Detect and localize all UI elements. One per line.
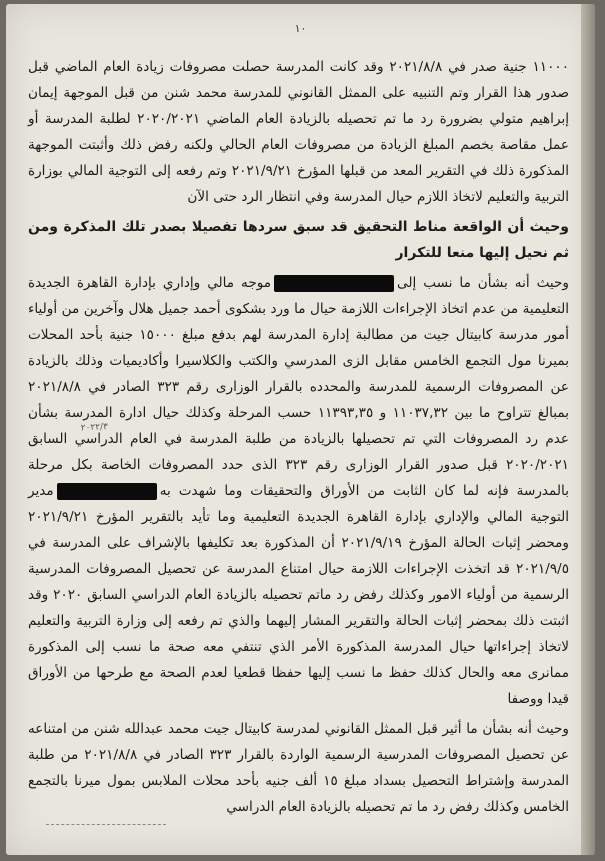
paragraph-3-lead: وحيث أنه بشأن ما نسب إلى <box>397 275 569 291</box>
signature-line <box>46 824 166 826</box>
paragraph-4: وحيث أنه بشأن ما أثير قبل الممثل القانوني لمدرسة كابيتال جيت محمد عبدالله شنن من امتناعه عن تحصيل المصروفات المدرسية الرسمية الواردة بالقرار ٣٢٣ الصادر في ٢٠٢١/٨/٨ من طلبة المدرسة وإشتراط التحصيل بسداد مبلغ ١٥ ألف جنيه بأحد محلات الملابس بمول ميرنا بالتجمع الخامس وكذلك رفض رد ما تم تحصيله بالزيادة العام الدراسي <box>28 721 570 815</box>
paragraph-3-body: موجه مالي وإداري بإدارة القاهرة الجديدة التعليمية من عدم اتخاذ الإجراءات اللازمة حيال ما ورد بشكوى أحمد جميل هلال وآخرين من أولياء أمور مدرسة كابيتال جيت من مطالبة إدارة المدرسة لهم بدفع مبلغ ١٥٠٠٠ جنية بأحد المحلات بميرنا مول التجمع الخامس مقابل الزى المدرسي والكتب والكلاسيرا وأكاديميات وذلك بالزيادة عن المصروفات الرسمية للمدرسة والمحدده بالقرار الوزارى رقم ٣٢٣ الصادر في ٢٠٢١/٨/٨ بمبالغ تتراوح ما بين ١١٠٣٧,٣٢ و ١١٣٩٣,٣٥ حسب المرحلة وكذلك حيال ادارة المدرسة بشأن عدم رد المصروفات التي تم تحصيلها بالزيادة من طلبة المدرسة في العام الدراسي السابق ٢٠٢٠/٢٠٢١ قبل صدور القرار الوزارى رقم ٣٢٣ الذى حدد المصروفات الخاصة بكل مرحلة بالمدرسة فإنه لما كان الثابت من الأوراق والتحقيقات وما شهدت به <box>28 275 569 499</box>
paragraph-1: ١١٠٠٠ جنية صدر في ٢٠٢١/٨/٨ وقد كانت المدرسة حصلت مصروفات زيادة العام الماضي قبل صدور هذا القرار وتم التنبيه على الممثل القانوني للمدرسة محمد شنن من قبل الموجهة إيمان إبراهيم متولي بضرورة رد ما تم تحصيله بالزيادة العام الماضي ٢٠٢٠/٢٠٢١ لطلبة المدرسة أو عمل مقاصة بخصم المبلغ الزيادة من مصروفات العام الحالي ولكنه رفض ذلك وأثبتت الموجهة المذكورة ذلك في التقرير المعد من قبلها المؤرخ ٢٠٢١/٩/٢١ وتم رفعه إلى التوجية المالي بوزارة التربية والتعليم لاتخاذ اللازم حيال المدرسة وفي انتظار الرد حتى الآن <box>28 59 569 205</box>
paragraph-3 <box>28 270 569 712</box>
paper-edge <box>581 4 595 855</box>
document-body <box>28 54 569 824</box>
paragraph-3-tail: مدير التوجية المالي والإداري بإدارة القاهرة الجديدة التعليمية وما تأيد بالتقرير المؤرخ ٢٠٢١/٩/٢١ ومحضر إثبات الحالة المؤرخ ٢٠٢١/٩/١٩ أن المذكورة بعد تكليفها بالإشراف على المدرسة في ٢٠٢١/٩/٥ قد اتخذت الإجراءات اللازمة حيال امتناع المدرسة عن تحصيل المصروفات المدرسية الرسمية من أولياء الامور وكذلك رفض رد ماتم تحصيله بالزيادة العام الدراسي السابق ٢٠٢٠ وقد اثبتت ذلك بمحضر إثبات الحالة والتقرير المشار إليهما والذي تم رفعه إلى وزارة التربية والتعليم لاتخاذ إجراءاتها حيال المدرسة المذكورة الأمر الذي تنتفي معه صحة ما نسب إلى المذكورة ممانرى معه والحال كذلك حفظ ما نسب إليها حفظا قطعيا لعدم الصحة مع طرحها من الأوراق قيدا ووصفا <box>28 483 569 707</box>
redacted-name-1 <box>274 275 394 292</box>
page-number: ١٠ <box>294 22 307 35</box>
document-page <box>6 4 595 855</box>
redacted-name-2 <box>57 483 157 500</box>
margin-note: ٢٠٢٢/٣ <box>80 422 109 434</box>
paragraph-2: وحيث أن الواقعة مناط التحقيق قد سبق سردها تفصيلا بصدر تلك المذكرة ومن ثم نحيل إليها منعا للتكرار <box>28 219 569 261</box>
